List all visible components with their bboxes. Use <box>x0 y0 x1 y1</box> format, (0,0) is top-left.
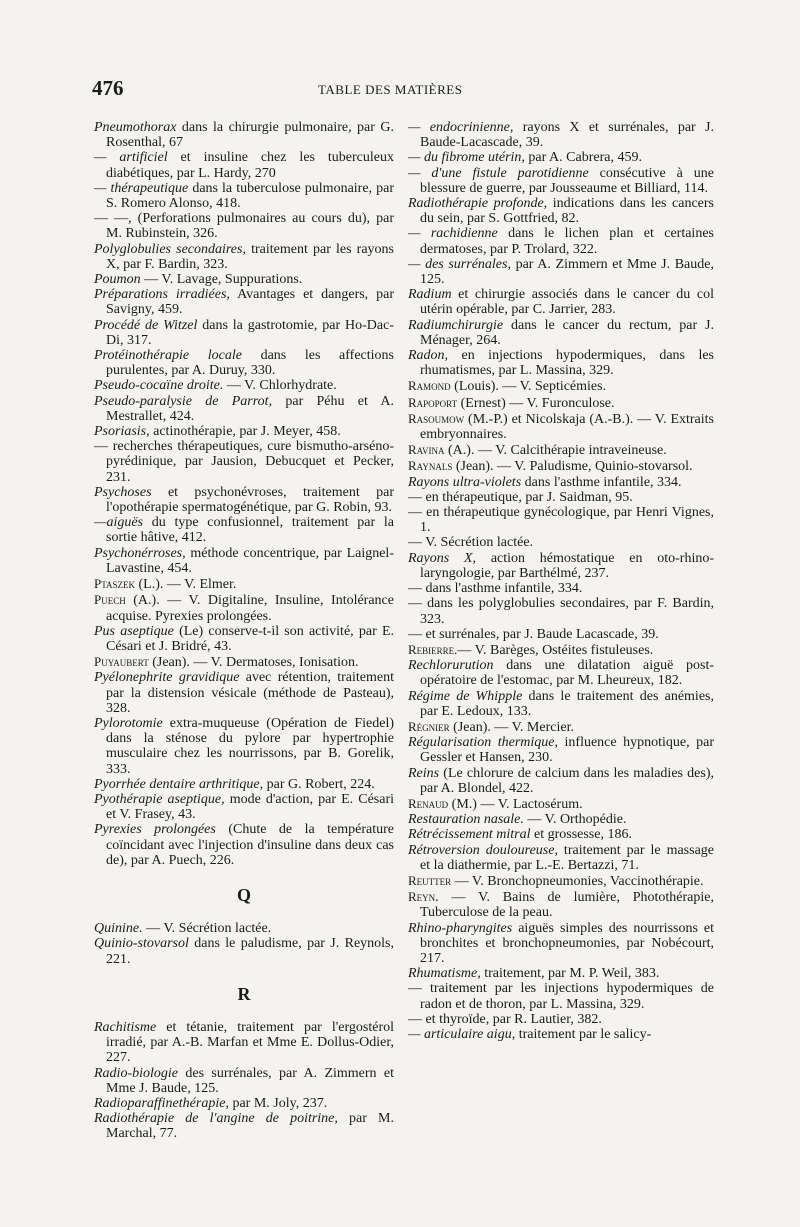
index-entry <box>94 318 394 348</box>
entry-term: Rétrécissement mitral <box>408 827 531 843</box>
index-entry <box>408 796 714 812</box>
entry-term: Rechlorurution <box>408 658 494 674</box>
index-entry <box>408 843 714 873</box>
entry-term: Procédé de Witzel <box>94 317 198 333</box>
entry-text: par M. Marchal, 77. <box>106 1111 395 1142</box>
r-left-entries <box>94 1020 394 1142</box>
entry-term: Rhino-pharyngites <box>408 920 513 936</box>
entry-term: Préparations irradiées, <box>94 287 230 303</box>
entry-term: — endocrinienne, <box>408 120 514 135</box>
entry-text: aiguës simples des nourrissons et bronchites et bronchopneumonies, par Nobécourt, 217. <box>420 920 714 966</box>
entry-text: — recherches thérapeutiques, cure bismutho-arséno-pyrédinique, par Jausion, Debucquet et Pecker, 231. <box>94 439 394 485</box>
entry-text: (Le chlorure de calcium dans les maladies des), par A. Blondel, 422. <box>420 765 714 796</box>
author-name: Rapoport <box>408 394 458 410</box>
entry-text: et tétanie, traitement par l'ergostérol irradié, par A.-B. Marfan et Mme E. Dollus-Odier, 227. <box>106 1019 394 1066</box>
entry-text: — traitement par les injections hypodermiques de radon et de thoron, par L. Massina, 329. <box>408 981 714 1012</box>
entry-term: Rayons ultra-violets <box>408 474 522 490</box>
index-entry <box>408 505 714 535</box>
index-entry <box>408 166 714 196</box>
index-entry <box>94 211 394 241</box>
entry-text: avec rétention, traitement par la distension vésicale (méthode de Pasteau), 328. <box>106 670 394 716</box>
entry-term: Reins <box>408 765 440 781</box>
entry-text: — dans l'asthme infantile, 334. <box>408 581 583 597</box>
index-entry <box>408 735 714 765</box>
entry-term: Restauration nasale. <box>408 812 524 828</box>
page-number: 476 <box>92 76 124 100</box>
author-name: Puech <box>94 592 126 608</box>
index-entry <box>408 981 714 1011</box>
entry-text: — en thérapeutique, par J. Saidman, 95. <box>408 489 633 505</box>
entry-term: Radon, <box>408 348 449 364</box>
index-entry <box>94 1111 394 1141</box>
index-entry <box>94 822 394 868</box>
index-entry <box>94 439 394 485</box>
entry-term: Pus aseptique <box>94 623 174 639</box>
index-entry <box>408 378 714 394</box>
entry-term: — artificiel <box>94 150 168 166</box>
index-entry <box>94 272 394 287</box>
entry-term: Radioparaffinethérapie, <box>94 1095 229 1111</box>
index-entry <box>408 458 714 474</box>
entry-text: — en thérapeutique gynécologique, par Henri Vignes, 1. <box>408 505 714 536</box>
index-entry <box>94 777 394 792</box>
index-entry <box>408 535 714 550</box>
entry-term: Polyglobulies secondaires, <box>94 241 246 257</box>
index-entry <box>408 1027 714 1042</box>
entry-text: extra-muqueuse (Opération de Fiedel) dans la sténose du pylore par hypertrophie musculaire chez les nourrissons, par B. Gorelik, 333. <box>106 715 394 777</box>
entry-text: dans la chirurgie pulmonaire, par G. Rosenthal, 67 <box>106 120 394 151</box>
index-entry <box>408 442 714 458</box>
entry-term: Pneumothorax <box>94 120 177 135</box>
index-entry <box>408 287 714 317</box>
entry-text: dans le cancer du rectum, par J. Ménager, 264. <box>420 317 714 348</box>
entry-text: et insuline chez les tuberculeux diabétiques, par L. Hardy, 270 <box>106 150 394 181</box>
entry-term: — articulaire aigu, <box>408 1026 516 1042</box>
entry-reference: (M.) — V. Lactosérum. <box>448 796 583 812</box>
index-entry <box>94 1066 394 1096</box>
entry-text: dans les affections purulentes, par A. Duruy, 330. <box>106 348 394 379</box>
entry-text: action hémostatique en oto-rhino-laryngologie, par Barthélmé, 237. <box>420 550 714 581</box>
index-entry <box>94 792 394 822</box>
entry-text: mode d'action, par E. Césari et V. Frasey, 43. <box>106 791 395 823</box>
entry-term: Radiumchirurgie <box>408 317 504 333</box>
index-entry <box>94 378 394 393</box>
running-title: TABLE DES MATIÈRES <box>318 82 463 97</box>
entry-reference: (A.). — V. Calcithérapie intraveineuse. <box>444 443 667 459</box>
entry-term: Quinine. <box>94 921 143 937</box>
author-name: Ptaszek <box>94 576 136 592</box>
right-column <box>408 120 714 1042</box>
author-name: Régnier <box>408 718 450 734</box>
entry-reference: — V. Bronchopneumonies, Vaccinothérapie. <box>451 873 704 889</box>
entry-reference: (Louis). — V. Septicémies. <box>450 379 607 395</box>
index-entry <box>408 658 714 688</box>
index-entry <box>94 424 394 439</box>
entry-text: influence hypnotique, par Gessler et Hansen, 230. <box>420 735 714 766</box>
entry-term: Pylorotomie <box>94 715 163 731</box>
index-entry <box>408 196 714 226</box>
entry-text: traitement par le salicy- <box>515 1026 652 1042</box>
index-entry <box>408 1012 714 1027</box>
author-name: Reyn <box>408 889 436 905</box>
entry-text: rayons X et surrénales, par J. Baude-Lacascade, 39. <box>420 120 714 151</box>
entry-text: traitement par le massage et la diathermie, par L.-E. Bertazzi, 71. <box>420 842 714 873</box>
index-entry <box>408 318 714 348</box>
author-name: Reutter <box>408 872 452 888</box>
entry-term: Rhumatisme, <box>408 966 481 982</box>
entry-text: — et thyroïde, par R. Lautier, 382. <box>408 1011 602 1027</box>
page-header <box>92 76 712 102</box>
index-entry <box>408 889 714 920</box>
entry-term: Pyothérapie aseptique, <box>94 791 225 807</box>
entry-text: par Péhu et A. Mestrallet, 424. <box>106 393 394 424</box>
entry-term: — d'une fistule parotidienne <box>408 165 589 181</box>
entry-text: traitement par les rayons X, par F. Bardin, 323. <box>106 241 395 272</box>
index-entry <box>94 592 394 623</box>
entry-term: — des surrénales, <box>408 256 511 272</box>
entry-term: Radiothérapie de l'angine de poitrine, <box>94 1111 338 1127</box>
index-entry <box>94 670 394 716</box>
index-entry <box>94 150 394 180</box>
index-entry <box>94 242 394 272</box>
entry-term: Psychonérroses, <box>94 545 186 561</box>
index-entry <box>94 921 394 936</box>
entry-text: dans une dilatation aiguë post-opératoire de l'estomac, par M. Lheureux, 182. <box>420 658 714 689</box>
author-name: Ramond <box>408 378 451 394</box>
index-entry <box>94 120 394 150</box>
entry-text: consécutive à une blessure de guerre, par Jousseaume et Billiard, 114. <box>420 165 715 196</box>
entry-term: Radiothérapie profonde, <box>408 196 548 212</box>
entry-text: traitement, par M. P. Weil, 383. <box>480 966 660 982</box>
entry-text: — V. Chlorhydrate. <box>223 378 337 394</box>
index-entry <box>408 551 714 581</box>
entry-term: Rayons X, <box>408 550 477 566</box>
entry-reference: (Jean). — V. Mercier. <box>449 719 574 735</box>
entry-term: — thérapeutique <box>94 180 189 196</box>
index-entry <box>408 689 714 719</box>
index-entry <box>94 1096 394 1111</box>
index-entry <box>94 515 394 545</box>
entry-term: Pyorrhée dentaire arthritique, <box>94 776 264 792</box>
index-entry <box>408 120 714 150</box>
index-entry <box>408 966 714 981</box>
author-name: Rasoumow <box>408 410 465 426</box>
entry-term: — du fibrome utérin, <box>408 150 525 166</box>
index-entry <box>94 654 394 670</box>
entry-text: indications dans les cancers du sein, par S. Gottfried, 82. <box>420 196 714 227</box>
q-entries <box>94 921 394 967</box>
entry-text: (Chute de la température coïncidant avec l'injection d'insuline dans deux cas de), par A. Puech, 226. <box>106 822 394 868</box>
entry-text: dans la gastrotomie, par Ho-Dac-Di, 317. <box>106 317 394 348</box>
entry-term: Pseudo-paralysie de Parrot, <box>94 393 273 409</box>
index-entry <box>408 627 714 642</box>
entry-reference: (L.). — V. Elmer. <box>135 577 237 593</box>
entry-text: actinothérapie, par J. Meyer, 458. <box>149 424 341 440</box>
entry-text: en injections hypodermiques, dans les rhumatismes, par L. Massina, 329. <box>420 348 714 379</box>
entry-text: par A. Zimmern et Mme J. Baude, 125. <box>420 256 714 288</box>
right-entries <box>408 120 714 1042</box>
entry-reference: (M.-P.) et Nicolskaja (A.-B.). — V. Extraits embryonnaires. <box>420 411 714 443</box>
left-entries <box>94 120 394 868</box>
index-entry <box>408 812 714 827</box>
entry-term: Pyélonephrite gravidique <box>94 670 240 686</box>
index-entry <box>94 394 394 424</box>
entry-text: dans l'asthme infantile, 334. <box>521 474 682 490</box>
entry-text: dans le traitement des anémies, par E. Ledoux, 133. <box>420 688 714 719</box>
index-entry <box>408 766 714 796</box>
index-entry <box>408 873 714 889</box>
entry-term: Psoriasis, <box>94 424 150 440</box>
index-entry <box>94 546 394 576</box>
index-entry <box>408 921 714 967</box>
index-entry <box>408 596 714 626</box>
entry-text: dans le paludisme, par J. Reynols, 221. <box>106 936 394 967</box>
index-entry <box>94 624 394 654</box>
entry-term: Pseudo-cocaïne droite. <box>94 378 224 394</box>
entry-text: — V. Orthopédie. <box>523 812 627 828</box>
entry-term: Quinio-stovarsol <box>94 936 189 952</box>
entry-text: dans la tuberculose pulmonaire, par S. Romero Alonso, 418. <box>106 180 394 212</box>
entry-reference: (Jean). — V. Paludisme, Quinio-stovarsol. <box>452 459 693 475</box>
entry-term: Radio-biologie <box>94 1065 178 1081</box>
index-entry <box>408 475 714 490</box>
index-entry <box>408 348 714 378</box>
index-entry <box>408 719 714 735</box>
index-entry <box>94 485 394 515</box>
index-entry <box>408 642 714 658</box>
index-entry <box>408 395 714 411</box>
entry-text: par G. Robert, 224. <box>263 776 375 792</box>
entry-term: —aiguës <box>94 515 143 531</box>
index-entry <box>408 581 714 596</box>
index-entry <box>94 936 394 966</box>
index-entry <box>94 348 394 378</box>
entry-text: et psychonévroses, traitement par l'opothérapie spermatogénétique, par G. Robin, 93. <box>106 484 394 516</box>
index-entry <box>94 287 394 317</box>
entry-reference: . — V. Bains de lumière, Photothérapie, Tuberculose de la peau. <box>420 890 714 921</box>
entry-text: — V. Lavage, Suppurations. <box>140 272 303 288</box>
entry-term: Régularisation thermique, <box>408 735 558 751</box>
author-name: Puyaubert <box>94 654 149 670</box>
entry-text: dans le lichen plan et certaines dermatoses, par P. Trolard, 322. <box>420 226 714 257</box>
entry-reference: — V. Barèges, Ostéites fistuleuses. <box>457 642 654 658</box>
index-entry <box>408 490 714 505</box>
author-name: Raynals <box>408 458 453 474</box>
index-entry <box>94 1020 394 1066</box>
entry-text: (Le) conserve-t-il son activité, par E. Césari et J. Bridré, 43. <box>106 623 394 654</box>
index-entry <box>408 226 714 256</box>
entry-term: Rétroversion douloureuse, <box>408 842 558 858</box>
entry-reference: (Ernest) — V. Furonculose. <box>457 395 615 411</box>
index-entry <box>408 150 714 165</box>
entry-text: — V. Sécrétion lactée. <box>142 921 272 937</box>
index-entry <box>94 576 394 592</box>
entry-text: méthode concentrique, par Laignel-Lavastine, 454. <box>106 545 394 576</box>
entry-text: et chirurgie associés dans le cancer du col utérin opérable, par C. Jarrier, 283. <box>420 287 714 318</box>
left-column <box>94 120 394 1142</box>
index-entry <box>94 181 394 211</box>
entry-term: Rachitisme <box>94 1019 157 1035</box>
entry-term: Régime de Whipple <box>408 688 523 704</box>
author-name: Ravina <box>408 442 445 458</box>
entry-term: Radium <box>408 287 452 303</box>
entry-text: — —, (Perforations pulmonaires au cours du), par M. Rubinstein, 326. <box>94 211 394 242</box>
entry-text: du type confusionnel, traitement par la sortie hâtive, 412. <box>106 515 394 546</box>
entry-text: — V. Sécrétion lactée. <box>408 535 534 551</box>
entry-term: Psychoses <box>94 484 152 500</box>
entry-text: et grossesse, 186. <box>530 827 632 843</box>
entry-text: par M. Joly, 237. <box>228 1095 328 1111</box>
section-letter-q: Q <box>236 884 251 905</box>
index-entry <box>408 257 714 287</box>
entry-reference: (Jean). — V. Dermatoses, Ionisation. <box>148 655 359 671</box>
entry-reference: (A.). — V. Digitaline, Insuline, Intolérance acquise. Pyrexies prolongées. <box>106 593 394 624</box>
section-letter-r: R <box>237 983 251 1004</box>
author-name: Rebierre. <box>408 641 458 657</box>
entry-text: des surrénales, par A. Zimmern et Mme J. Baude, 125. <box>106 1065 394 1096</box>
entry-term: Protéinothérapie locale <box>94 348 242 364</box>
entry-text: Avantages et dangers, par Savigny, 459. <box>106 287 395 318</box>
entry-term: Poumon <box>94 272 141 288</box>
author-name: Renaud <box>408 795 449 811</box>
index-entry <box>94 716 394 777</box>
index-entry <box>408 827 714 842</box>
entry-term: — rachidienne <box>408 226 498 242</box>
entry-term: Pyrexies prolongées <box>94 822 216 838</box>
entry-text: par A. Cabrera, 459. <box>524 150 642 166</box>
index-entry <box>408 411 714 442</box>
entry-text: — et surrénales, par J. Baude Lacascade, 39. <box>408 626 659 642</box>
entry-text: — dans les polyglobulies secondaires, par F. Bardin, 323. <box>408 596 714 627</box>
